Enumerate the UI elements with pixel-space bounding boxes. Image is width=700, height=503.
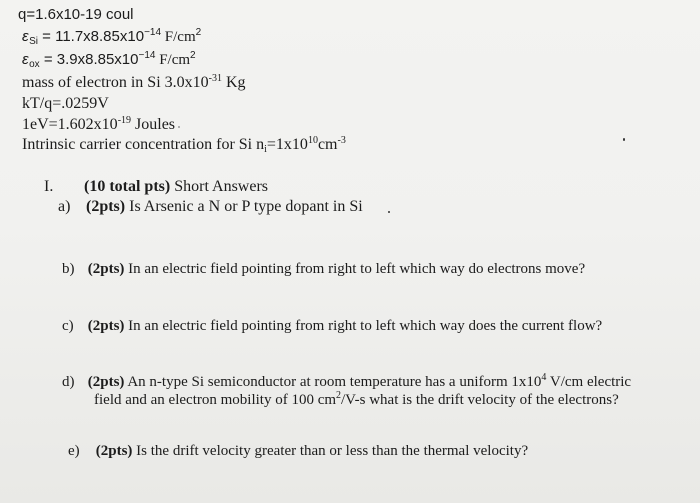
question-d-continuation xyxy=(94,391,619,409)
question-label: a) xyxy=(58,198,71,215)
ni-text: Intrinsic carrier concentration for Si n xyxy=(22,136,265,153)
section-total-points: (10 total pts) xyxy=(84,178,171,195)
question-points: (2pts) xyxy=(95,443,133,459)
eps-si-subscript: Si xyxy=(29,36,38,47)
ev-text: 1eV=1.602x10 xyxy=(22,116,118,133)
question-exponent: 4 xyxy=(541,372,547,383)
constant-eps-ox xyxy=(22,51,196,69)
constant-intrinsic-concentration xyxy=(22,136,346,154)
question-d xyxy=(62,373,631,391)
question-points: (2pts) xyxy=(86,198,126,215)
eps-ox-value: = 3.9x8.85x10 xyxy=(39,51,139,68)
question-a xyxy=(58,198,363,216)
epsilon-symbol: ε xyxy=(22,28,30,45)
question-points: (2pts) xyxy=(87,374,125,390)
eps-si-unit: F/cm xyxy=(161,29,196,45)
electron-mass-unit: Kg xyxy=(221,74,246,91)
constant-electron-mass xyxy=(22,74,246,92)
electron-mass-exponent: -31 xyxy=(208,73,222,84)
ni-unit: cm xyxy=(317,136,338,153)
question-text: Is Arsenic a N or P type dopant in Si xyxy=(125,198,363,215)
question-text-line2: field and an electron mobility of 100 cm xyxy=(94,392,337,408)
eps-ox-unit: F/cm xyxy=(155,52,191,68)
eps-ox-subscript: ox xyxy=(29,59,40,70)
question-points: (2pts) xyxy=(87,261,125,277)
ni-exponent: 10 xyxy=(307,135,318,146)
question-b xyxy=(62,260,585,278)
ev-unit: Joules xyxy=(131,116,176,133)
constant-charge xyxy=(18,6,134,24)
question-c xyxy=(62,317,602,335)
section-numeral: I. xyxy=(44,178,54,195)
constant-charge-text: q=1.6x10-19 coul xyxy=(18,6,134,23)
eps-si-value: = 11.7x8.85x10 xyxy=(38,28,145,45)
question-text: In an electric field pointing from right to left which way do electrons move? xyxy=(124,261,586,277)
ni-subscript: i xyxy=(264,144,267,155)
constant-kt-over-q xyxy=(22,95,109,113)
question-text-line2-end: /V-s what is the drift velocity of the electrons? xyxy=(341,392,619,408)
eps-si-exponent: −14 xyxy=(144,27,162,38)
question-label: e) xyxy=(68,443,80,459)
ink-speck xyxy=(388,211,390,213)
question-text: Is the drift velocity greater than or less than the thermal velocity? xyxy=(132,443,529,459)
question-exponent: 2 xyxy=(336,390,342,401)
question-label: b) xyxy=(62,261,75,277)
section-title: Short Answers xyxy=(170,178,268,195)
ev-exponent: -19 xyxy=(117,115,132,126)
eps-si-unit-exponent: 2 xyxy=(195,27,202,38)
ink-speck xyxy=(178,126,180,128)
question-label: c) xyxy=(62,318,74,334)
eps-ox-exponent: −14 xyxy=(138,50,156,61)
section-heading xyxy=(44,178,268,196)
question-text-line1-end: V/cm electric xyxy=(546,374,632,390)
question-points: (2pts) xyxy=(87,318,125,334)
epsilon-symbol: ε xyxy=(22,51,30,68)
kt-text: kT/q=.0259V xyxy=(22,95,109,112)
constant-eps-si xyxy=(22,28,201,46)
question-text: In an electric field pointing from right to left which way does the current flow? xyxy=(124,318,603,334)
ni-unit-exponent: -3 xyxy=(337,135,346,146)
electron-mass-text: mass of electron in Si 3.0x10 xyxy=(22,74,209,91)
ni-value: =1x10 xyxy=(266,136,308,153)
question-e xyxy=(68,442,528,460)
eps-ox-unit-exponent: 2 xyxy=(190,50,196,61)
constant-electron-volt xyxy=(22,116,175,134)
question-text-line1: An n-type Si semiconductor at room temperature has a uniform 1x10 xyxy=(124,374,542,390)
ink-speck xyxy=(623,138,625,141)
question-label: d) xyxy=(62,374,75,390)
